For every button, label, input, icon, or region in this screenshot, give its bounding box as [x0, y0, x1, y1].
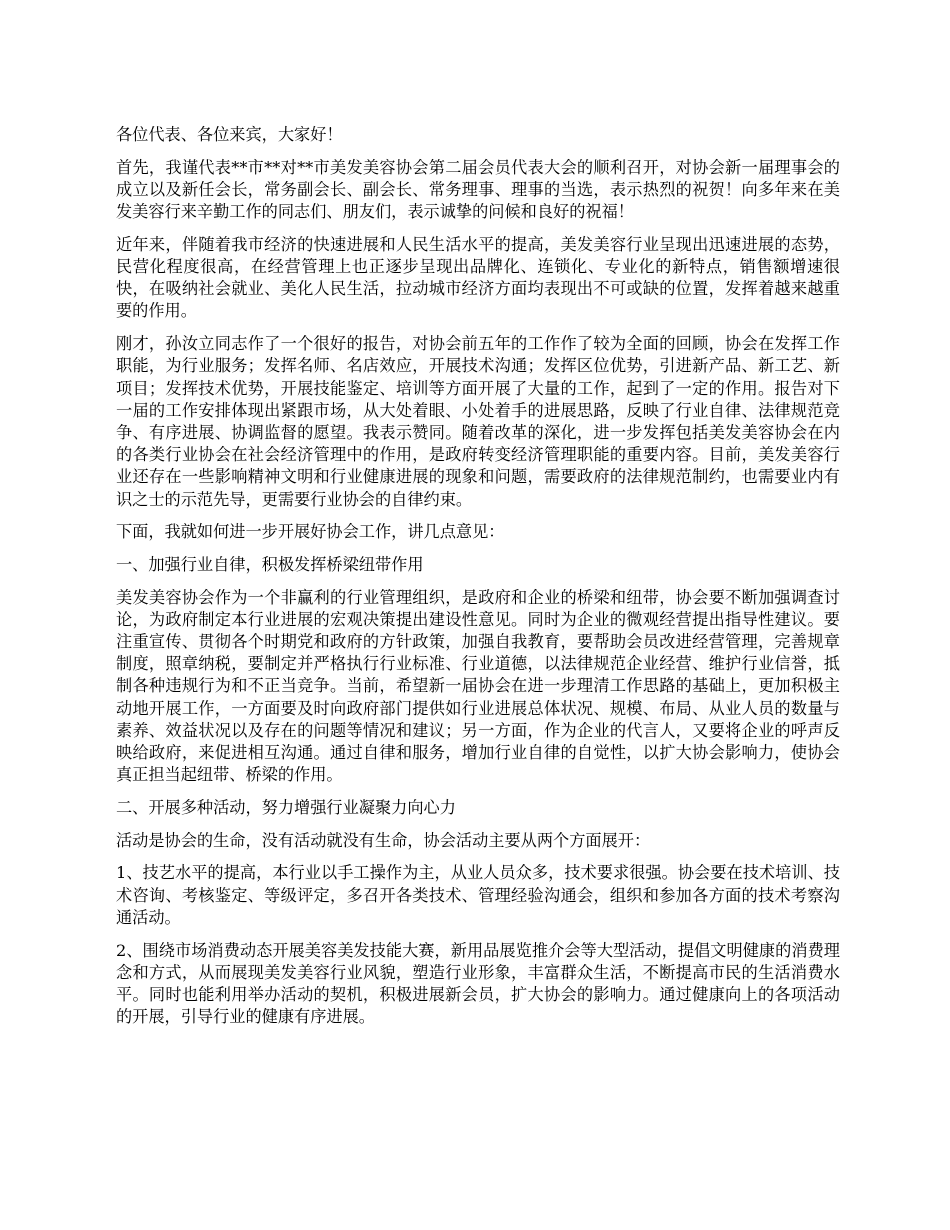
activities-intro-paragraph: 活动是协会的生命，没有活动就没有生命，协会活动主要从两个方面展开：: [116, 830, 651, 850]
congratulations-paragraph: 首先，我谨代表**市**对**市美发美容协会第二届会员代表大会的顺利召开，对协会新一届理事会的成立以及新任会长，常务副会长、副会长、常务理事、理事的当选，表示热烈的祝贺！向多年来在美发美容行来辛勤工作的同志们、朋友们，表示诚挚的问候和良好的祝福！: [116, 157, 840, 222]
industry-development-paragraph: 近年来，伴随着我市经济的快速进展和人民生活水平的提高，美发美容行业呈现出迅速进展的态势，民营化程度很高，在经营管理上也正逐步呈现出品牌化、连锁化、专业化的新特点，销售额增速很快，在吸纳社会就业、美化人民生活，拉动城市经济方面均表现出不可或缺的位置，发挥着越来越重要的作用。: [116, 234, 840, 321]
section-heading-2: 二、开展多种活动，努力增强行业凝聚力向心力: [116, 797, 456, 817]
report-review-paragraph: 刚才，孙汝立同志作了一个很好的报告，对协会前五年的工作作了较为全面的回顾，协会在发挥工作职能，为行业服务；发挥名师、名店效应，开展技术沟通；发挥区位优势，引进新产品、新工艺、新项目；发挥技术优势，开展技能鉴定、培训等方面开展了大量的工作，起到了一定的作用。报告对下一届的工作安排体现出紧跟市场，从大处着眼、小处着手的进展思路，反映了行业自律、法律规范竞争、有序进展、协调监督的愿望。我表示赞同。随着改革的深化，进一步发挥包括美发美容协会在内的各类行业协会在社会经济管理中的作用，是政府转变经济管理职能的重要内容。目前，美发美容行业还存在一些影响精神文明和行业健康进展的现象和问题，需要政府的法律规范制约，也需要业内有识之士的示范先导，更需要行业协会的自律约束。: [116, 334, 840, 509]
list-item-1: 1、技艺水平的提高，本行业以手工操作为主，从业人员众多，技术要求很强。协会要在技术培训、技术咨询、考核鉴定、等级评定，多召开各类技术、管理经验沟通会，组织和参加各方面的技术考察沟通活动。: [116, 863, 840, 927]
self-discipline-paragraph: 美发美容协会作为一个非赢利的行业管理组织，是政府和企业的桥梁和纽带，协会要不断加强调查讨论，为政府制定本行业进展的宏观决策提出建设性意见。同时为企业的微观经营提出指导性建议。要注重宣传、贯彻各个时期党和政府的方针政策，加强自我教育，要帮助会员改进经营管理，完善规章制度，照章纳税，要制定并严格执行行业标准、行业道德，以法律规范企业经营、维护行业信誉，抵制各种违规行为和不正当竞争。当前，希望新一届协会在进一步理清工作思路的基础上，更加积极主动地开展工作，一方面要及时向政府部门提供如行业进展总体状况、规模、布局、从业人员的数量与素养、效益状况以及存在的问题等情况和建议；另一方面，作为企业的代言人，又要将企业的呼声反映给政府，来促进相互沟通。通过自律和服务，增加行业自律的自觉性，以扩大协会影响力，使协会真正担当起纽带、桥梁的作用。: [116, 587, 840, 785]
greeting-paragraph: 各位代表、各位来宾，大家好！: [116, 125, 343, 144]
opinions-intro-paragraph: 下面，我就如何进一步开展好协会工作，讲几点意见：: [116, 522, 505, 542]
document-body: [116, 124, 840, 1039]
section-heading-1: 一、加强行业自律，积极发挥桥梁纽带作用: [116, 554, 424, 574]
list-item-2: 2、围绕市场消费动态开展美容美发技能大赛，新用品展览推介会等大型活动，提倡文明健康的消费理念和方式，从而展现美发美容行业风貌，塑造行业形象，丰富群众生活，不断提高市民的生活消费水平。同时也能利用举办活动的契机，积极进展新会员，扩大协会的影响力。通过健康向上的各项活动的开展，引导行业的健康有序进展。: [116, 940, 840, 1027]
